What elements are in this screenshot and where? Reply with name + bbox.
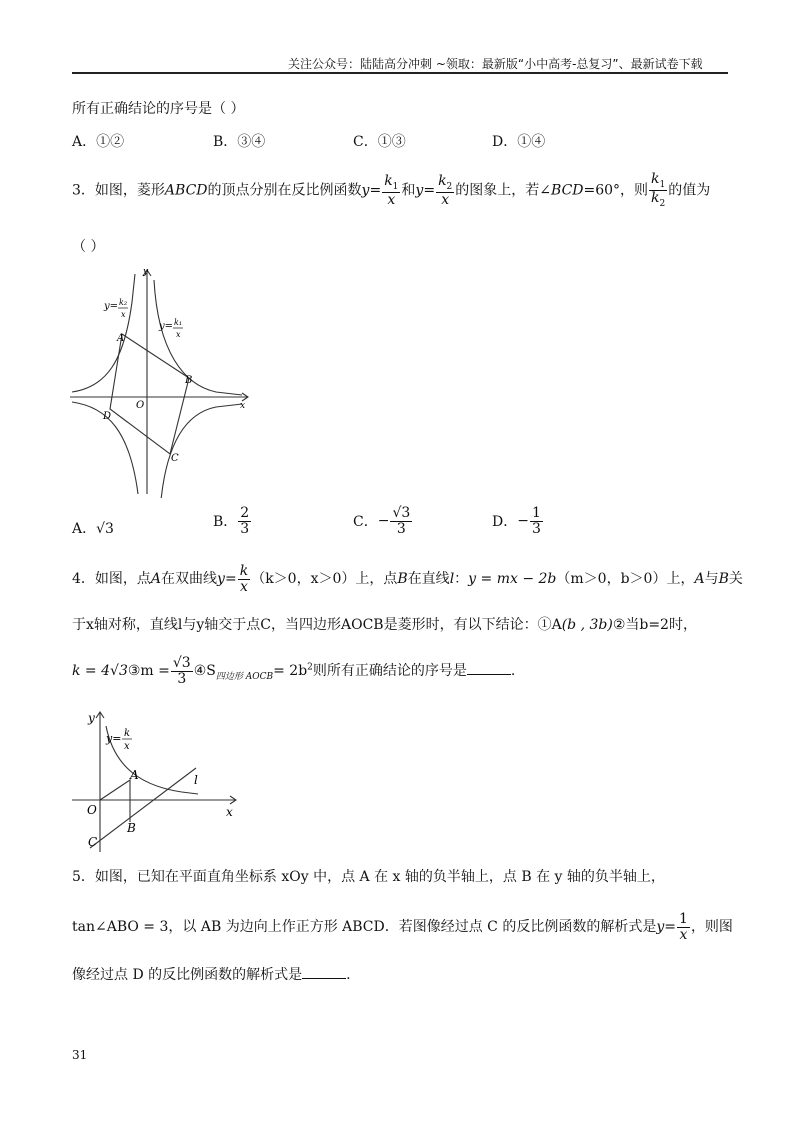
svg-text:k: k	[124, 728, 131, 739]
point-d: D	[103, 411, 112, 422]
q4-figure	[70, 706, 250, 856]
q3-option-b: B． $\frac{2}{3}$	[213, 505, 250, 537]
svg-text:y: y	[88, 711, 95, 725]
axis-y-label: y	[143, 267, 149, 277]
q3-paren: （ ）	[72, 239, 105, 255]
q3-figure	[66, 262, 256, 498]
curve-k2-upper-left	[72, 274, 135, 392]
q2-option-a: A．①②	[72, 134, 125, 150]
segments-oab	[100, 780, 130, 822]
curve-k1-upper-right	[154, 280, 242, 395]
q5-line1: 5．如图，已知在平面直角坐标系 xOy 中，点 A 在 x 轴的负半轴上，点 B 在 y 轴的负半轴上，	[72, 869, 665, 885]
q5-answer-blank	[302, 966, 346, 979]
q4-line1: 4．如图，点A在双曲线y= $\frac{k}{x}$ （k＞0，x＞0）上，点B在直线l：y = mx − 2b（m＞0，b＞0）上，A与B关	[72, 563, 743, 595]
q2-option-c: C．①③	[353, 134, 406, 150]
svg-text:x: x	[121, 310, 126, 319]
svg-text:k₂: k₂	[119, 298, 128, 307]
point-b: B	[185, 375, 193, 386]
svg-text:x: x	[124, 741, 130, 752]
svg-text:k₁: k₁	[174, 318, 183, 327]
q5-line3: 像经过点 D 的反比例函数的解析式是 .	[72, 967, 351, 983]
label-y-k2: y=	[104, 301, 119, 312]
svg-text:l: l	[194, 773, 198, 787]
q2-option-d: D．①④	[492, 134, 546, 150]
header-rule	[72, 72, 728, 74]
page-number: 31	[72, 1048, 88, 1062]
page-header: 关注公众号：陆陆高分冲刺 ~领取：最新版“小中高考-总复习”、最新试卷下载	[288, 57, 703, 71]
svg-text:x: x	[176, 330, 181, 339]
q2-tail: 所有正确结论的序号是（ ）	[72, 101, 245, 117]
q5-line2: tan∠ABO = 3，以 AB 为边向上作正方形 ABCD．若图像经过点 C 的反比例函数的解析式是y= $\frac{1}{x}$ ，则图	[72, 911, 733, 943]
point-a: A	[117, 333, 125, 344]
point-c: C	[171, 453, 179, 464]
svg-text:y=: y=	[106, 732, 122, 745]
q3-stem: 3．如图，菱形ABCD的顶点分别在反比例函数y= $\frac{k_1}{x}$ 和y= $\frac{k_2}{x}$ 的图象上，若∠BCD=60°，则 $\frac{k_1}{k_2}$ 的值为	[72, 171, 711, 210]
svg-text:B: B	[127, 821, 136, 835]
svg-text:C: C	[88, 835, 98, 849]
curve-k2-lower-right	[161, 404, 242, 498]
svg-text:O: O	[87, 803, 97, 817]
q4-line3: k = 4√3③m = $\frac{√3}{3}$ $④S_{四边形 AOCB}= 2b^2$则所有正确结论的序号是 .	[72, 655, 516, 687]
label-y-k1: y=	[159, 321, 174, 332]
svg-text:A: A	[130, 768, 139, 782]
origin-label: O	[136, 400, 145, 411]
q3-option-c: C．− $\frac{√3}{3}$	[353, 505, 411, 537]
q2-option-b: B．③④	[213, 134, 266, 150]
q3-option-a: A．√3	[72, 521, 114, 537]
q3-option-d: D．− $\frac{1}{3}$	[492, 505, 541, 537]
axis-x-label: x	[240, 401, 246, 411]
svg-text:x: x	[226, 805, 233, 819]
q4-line2: 于x轴对称，直线l与y轴交于点C，当四边形AOCB是菱形时，有以下结论：①A(b , 3b)②当b=2时，	[72, 617, 697, 633]
q4-answer-blank	[467, 662, 511, 675]
